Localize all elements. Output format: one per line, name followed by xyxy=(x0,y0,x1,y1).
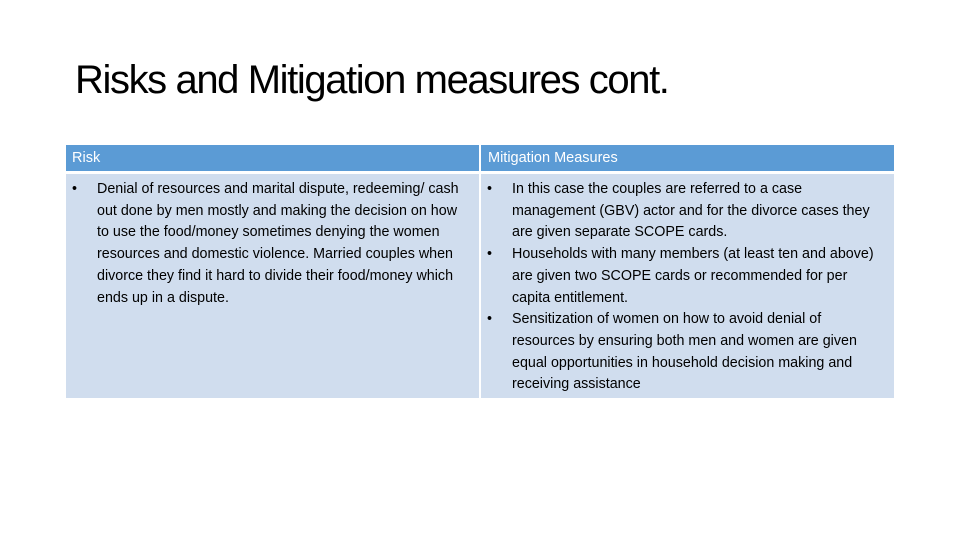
mitigation-list xyxy=(485,179,886,396)
risk-cell xyxy=(66,173,480,399)
risk-column-header: Risk xyxy=(66,145,480,173)
table-row xyxy=(66,173,894,399)
risk-list xyxy=(70,179,471,309)
mitigation-item-sensitization: • Sensitization of women on how to avoid denial of resources by ensuring both men and women are given equal opportunities in household decision making and receiving assistance xyxy=(485,309,886,396)
table-header-row xyxy=(66,145,894,173)
mitigation-cell xyxy=(480,173,894,399)
mitigation-column-header: Mitigation Measures xyxy=(480,145,894,173)
mitigation-item-case-management: • In this case the couples are referred to a case management (GBV) actor and for the divorce cases they are given separate SCOPE cards. xyxy=(485,179,886,244)
risk-mitigation-table xyxy=(66,145,894,398)
mitigation-item-two-scope-cards: • Households with many members (at least ten and above) are given two SCOPE cards or recommended for per capita entitlement. xyxy=(485,244,886,309)
slide-title: Risks and Mitigation measures cont. xyxy=(75,58,669,102)
risk-item: • Denial of resources and marital dispute, redeeming/ cash out done by men mostly and making the decision on how to use the food/money sometimes denying the women resources and domestic violence. Married couples when divorce they find it hard to divide their food/money which ends up in a dispute. xyxy=(70,179,471,309)
